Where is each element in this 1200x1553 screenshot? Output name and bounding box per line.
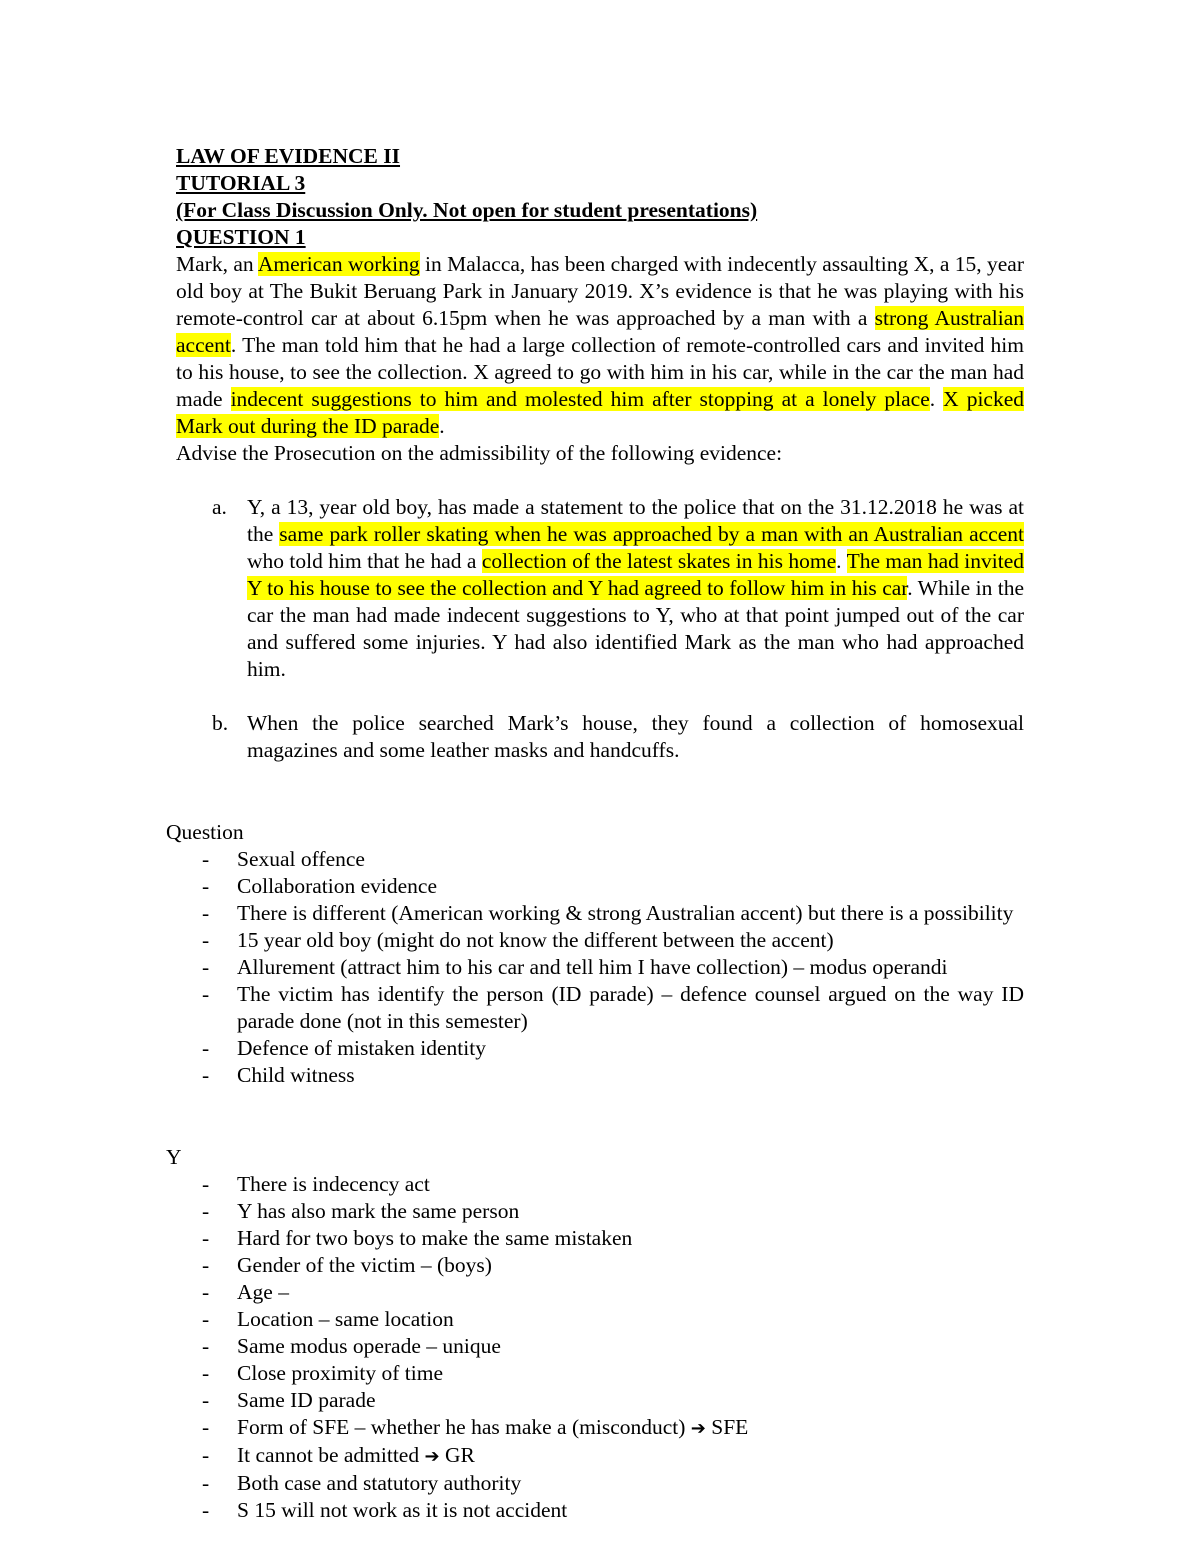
notes-y-list [166,1171,1024,1524]
list-item: - Form of SFE – whether he has make a (misconduct) ➔ SFE [202,1415,749,1439]
document-page [176,143,1024,791]
highlight: same park roller skating when he was approached by a man with an Australian accent [279,522,1024,546]
highlight: X picked Mark out during the ID parade [176,387,1025,438]
list-item: - Close proximity of time [202,1361,444,1385]
arrow-right-icon: ➔ [690,1418,706,1439]
list-item: - Same modus operade – unique [202,1334,501,1358]
highlight: strong Australian accent [176,306,1024,357]
list-item: - Child witness [202,1063,355,1087]
evidence-item-b: b. When the police searched Mark’s house, they found a collection of homosexual magazines and some leather masks and handcuffs. [212,711,1024,762]
list-item: - Hard for two boys to make the same mistaken [202,1226,633,1250]
evidence-item-a: a. Y, a 13, year old boy, has made a statement to the police that on the 31.12.2018 he was at the same park roller skating when he was approached by a man with an Australian accent who told him that he had a collection of the latest skates in his home. The man had invited Y to his house to see the collection and Y had agreed to follow him in his car. While in the car the man had made indecent suggestions to Y, who at that point jumped out of the car and suffered some injuries. Y had also identified Mark as the man who had approached him. [212,495,1024,681]
highlight: The man had invited Y to his house to see the collection and Y had agreed to follow him in his car [247,549,1024,600]
list-item: - Gender of the victim – (boys) [202,1253,492,1277]
advise-line: Advise the Prosecution on the admissibility of the following evidence: [176,441,783,465]
question-heading: QUESTION 1 [176,225,306,249]
notes-question-list [166,846,1024,1089]
question-text: Mark, an American working in Malacca, has been charged with indecently assaulting X, a 15, year old boy at The Bukit Beruang Park in January 2019. X’s evidence is that he was playing with his remote-control car at about 6.15pm when he was approached by a man with a strong Australian accent. The man told him that he had a large collection of remote-controlled cars and invited him to his house, to see the collection. X agreed to go with him in his car, while in the car the man had made indecent suggestions to him and molested him after stopping at a lonely place. X picked Mark out during the ID parade. [176,252,1025,438]
notes-question-section [166,819,1024,1089]
list-item: - It cannot be admitted ➔ GR [202,1443,475,1467]
list-item: - There is indecency act [202,1172,430,1196]
list-item: - Same ID parade [202,1388,376,1412]
list-marker: b. [212,711,229,735]
list-item: - The victim has identify the person (ID parade) – defence counsel argued on the way ID parade done (not in this semester) [202,982,1024,1033]
list-item: - Sexual offence [202,847,365,871]
highlight: collection of the latest skates in his home [481,549,837,573]
highlight: American working [257,252,420,276]
tutorial-title: TUTORIAL 3 [176,171,306,195]
list-item: - 15 year old boy (might do not know the different between the accent) [202,928,834,952]
list-item: - Both case and statutory authority [202,1471,522,1495]
evidence-list [176,494,1024,764]
list-item: - Allurement (attract him to his car and tell him I have collection) – modus operandi [202,955,948,979]
list-item: - Collaboration evidence [202,874,437,898]
discussion-note: (For Class Discussion Only. Not open for student presentations) [176,198,758,222]
list-item: - There is different (American working & strong Australian accent) but there is a possibility [202,901,1014,925]
arrow-right-icon: ➔ [424,1446,440,1467]
list-item: - Y has also mark the same person [202,1199,520,1223]
list-item: - Defence of mistaken identity [202,1036,486,1060]
notes-question-title: Question [166,820,244,844]
course-title: LAW OF EVIDENCE II [176,144,401,168]
list-item: - Location – same location [202,1307,454,1331]
list-item: - Age – [202,1280,289,1304]
highlight: indecent suggestions to him and molested him after stopping at a lonely place [230,387,930,411]
list-item: - S 15 will not work as it is not accident [202,1498,568,1522]
notes-y-section [166,1144,1024,1524]
notes-y-title: Y [166,1145,182,1169]
list-marker: a. [212,495,227,519]
